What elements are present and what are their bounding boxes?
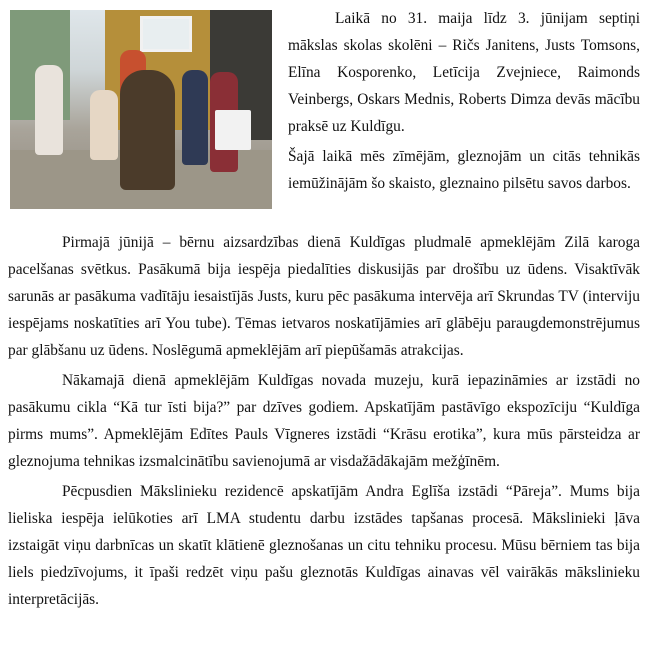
child-figure <box>90 90 118 160</box>
intro-paragraph: Šajā laikā mēs zīmējām, gleznojām un citās tehnikās iemūžinājām šo skaisto, gleznaino pilsētu savos darbos. <box>288 148 640 192</box>
body-paragraph: Pirmajā jūnijā – bērnu aizsardzības dienā Kuldīgas pludmalē apmeklējām Zilā karoga pacelšanas svētkus. Pasākumā bija iespēja piedalīties diskusijās par drošību uz ūdens. Visaktīvāk sarunās ar pasākuma vadītāju iesaistījās Justs, kuru pēc pasākuma intervēja arī Skrundas TV (interviju iespējams noskatīties arī You tube). Tēmas ietvaros noskatījāmies arī glābēju paraugdemonstrējumus par glābšanu uz ūdens. Noslēgumā apmeklējām arī piepūšamās atrakcijas. <box>8 234 640 359</box>
drawing-board <box>215 110 251 150</box>
intro-text <box>288 5 640 197</box>
body-paragraph: Pēcpusdien Mākslinieku rezidencē apskatījām Andra Eglīša izstādi “Pāreja”. Mums bija lieliska iespēja ielūkoties arī LMA studentu darbu izstādes tapšanas procesā. Mākslinieki ļāva izstaigāt viņu darbnīcas un skatīt klātienē gleznošanas un citu tehniku procesu. Mūsu bērniem tas bija liels piedzīvojums, it īpaši redzēt viņu pašu gleznotās Kuldīgas ainavas vēl vairākās mākslinieku interpretācijās. <box>8 483 640 608</box>
intro-paragraph: Laikā no 31. maija līdz 3. jūnijam septiņi mākslas skolas skolēni – Ričs Janitens, Justs Tomsons, Elīna Kosporenko, Letīcija Zvejniece, Raimonds Veinbergs, Oskars Mednis, Roberts Dimza devās mācību praksē uz Kuldīgu. <box>288 10 640 135</box>
statue <box>120 70 175 190</box>
body-text <box>8 229 640 613</box>
child-figure <box>35 65 63 155</box>
body-paragraph: Nākamajā dienā apmeklējām Kuldīgas novada muzeju, kurā iepazināmies ar izstādi no pasākumu cikla “Kā tur īsti bija?” par dzīves godiem. Apskatījām pastāvīgo ekspozīciju “Kuldīga pirms mums”. Apmeklējām Edītes Pauls Vīgneres izstādi “Krāsu erotika”, kura mūs pārsteidza ar gleznojuma tehnikas izsmalcinātību savienojumā ar visdažādākajām mežģīnēm. <box>8 372 640 470</box>
window <box>140 16 192 52</box>
child-figure <box>182 70 208 165</box>
group-photo <box>10 10 272 209</box>
